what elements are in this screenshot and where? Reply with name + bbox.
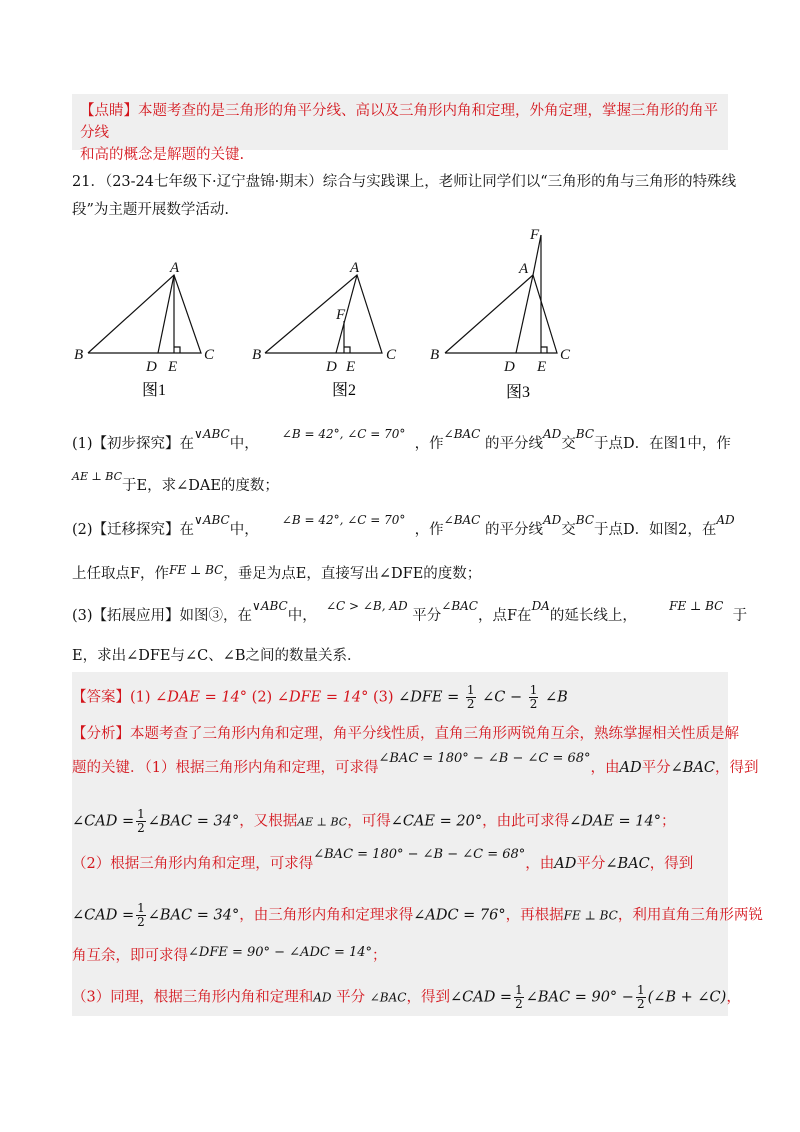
analysis-fraction-1: $\frac{1}{2}$ [137, 807, 145, 835]
answer-line: 【答案】(1) ∠DAE = 14° (2) ∠DFE = 14° (3) ∠DFE = $\frac{1}{2}$ ∠C − $\frac{1}{2}$ ∠B [72, 683, 568, 711]
analysis-line-6: 角互余，即可求得∠DFE = 90° − ∠ADC = 14°； [72, 945, 387, 964]
fig3-label-c: C [560, 347, 571, 363]
analysis-line-2: 题的关键．（1）根据三角形内角和定理，可求得∠BAC = 180° − ∠B − ∠C = 68°，由AD平分∠BAC，得到 [72, 751, 759, 776]
problem-line-2: 段”为主题开展数学活动. [72, 202, 230, 218]
q2-line-2: 上任取点F，作$^{FE \perp BC}$，垂足为点E，直接写出∠DFE的度数； [72, 563, 482, 582]
fig2-label-a: A [350, 260, 360, 276]
figures [0, 225, 800, 415]
problem-line-1: 21．（23-24七年级下·辽宁盘锦·期末）综合与实践课上，老师让同学们以“三角形的角与三角形的特殊线 [72, 174, 737, 190]
q1-line-2: $^{AE \perp BC}$于E，求∠DAE的度数； [72, 470, 279, 494]
fig2-label-f: F [336, 307, 346, 323]
fig2-label-d: D [326, 359, 337, 375]
analysis-fraction-3: $\frac{1}{2}$ [515, 983, 523, 1011]
q1-line-1: (1)【初步探究】在$^{\vee ABC}$中， $^{\angle B = 42^\circ, \angle C = 70^\circ}$ ，作$^{\angle BAC}$ 的平分线$^{AD}$交$^{BC}$于点D．在图1中，作 [72, 427, 731, 452]
q3-line-2: E，求出∠DFE与∠C、∠B之间的数量关系． [72, 648, 362, 664]
fig3-label-b: B [430, 347, 440, 363]
analysis-tag: 【分析】 [72, 726, 130, 742]
key-point-tag: 【点睛】 [80, 103, 138, 119]
fig2-caption: 图2 [332, 382, 357, 399]
fig1-caption: 图1 [142, 382, 167, 399]
analysis-line-1: 【分析】本题考查了三角形内角和定理，角平分线性质，直角三角形两锐角互余，熟练掌握相关性质是解 [72, 726, 739, 742]
key-point-line-2: 和高的概念是解题的关键. [80, 147, 245, 163]
key-point-line-1: 【点睛】本题考查的是三角形的角平分线、高以及三角形内角和定理，外角定理，掌握三角形的角平分线 [80, 103, 718, 141]
fig3-label-a: A [519, 261, 529, 277]
fig3-label-d: D [504, 359, 515, 375]
fig1-label-e: E [168, 359, 178, 375]
analysis-line-3: ∠CAD = $\frac{1}{2}$ ∠BAC = 34°，又根据AE ⊥ BC，可得∠CAE = 20°，由此可求得∠DAE = 14°； [72, 807, 676, 835]
q2-line-1: (2)【迁移探究】在$^{\vee ABC}$中， $^{\angle B = 42^\circ, \angle C = 70^\circ}$ ，作$^{\angle BAC}$ 的平分线$^{AD}$交$^{BC}$于点D．如图2，在$^{AD}$ [72, 513, 735, 538]
analysis-line-4: （2）根据三角形内角和定理，可求得∠BAC = 180° − ∠B − ∠C = 68°，由AD平分∠BAC，得到 [72, 847, 694, 872]
fig3-label-e: E [537, 359, 547, 375]
figure-2 [265, 275, 382, 353]
answer-fraction-2: $\frac{1}{2}$ [529, 683, 538, 711]
q3-line-1: (3)【拓展应用】如图③，在$^{\vee ABC}$中， $^{\angle C > \angle B, AD}$ 平分$^{\angle BAC}$，点F在$^{DA}$的延长线上， $^{FE \perp BC}$ 于 [72, 599, 748, 624]
fig1-label-a: A [170, 260, 180, 276]
answer-tag: 【答案】 [72, 689, 130, 706]
analysis-fraction-4: $\frac{1}{2}$ [636, 983, 645, 1011]
fig1-label-c: C [204, 347, 215, 363]
fig2-label-c: C [386, 347, 397, 363]
fig3-label-f: F [530, 227, 540, 243]
fig1-label-d: D [146, 359, 157, 375]
fig1-label-b: B [74, 347, 84, 363]
fig2-label-e: E [346, 359, 356, 375]
answer-fraction-1: $\frac{1}{2}$ [466, 683, 475, 711]
fig2-label-b: B [252, 347, 262, 363]
analysis-fraction-2: $\frac{1}{2}$ [137, 901, 145, 929]
fig3-caption: 图3 [506, 384, 531, 401]
figure-1 [88, 275, 201, 353]
analysis-line-5: ∠CAD = $\frac{1}{2}$ ∠BAC = 34°，由三角形内角和定理求得∠ADC = 76°，再根据FE ⊥ BC，利用直角三角形两锐 [72, 901, 763, 929]
analysis-line-7: （3）同理，根据三角形内角和定理和AD 平分 ∠BAC，得到∠CAD = $\frac{1}{2}$ ∠BAC = 90° − $\frac{1}{2}$ (∠B + ∠C)， [72, 983, 741, 1011]
key-point-box [72, 94, 728, 163]
figure-3 [445, 235, 557, 353]
